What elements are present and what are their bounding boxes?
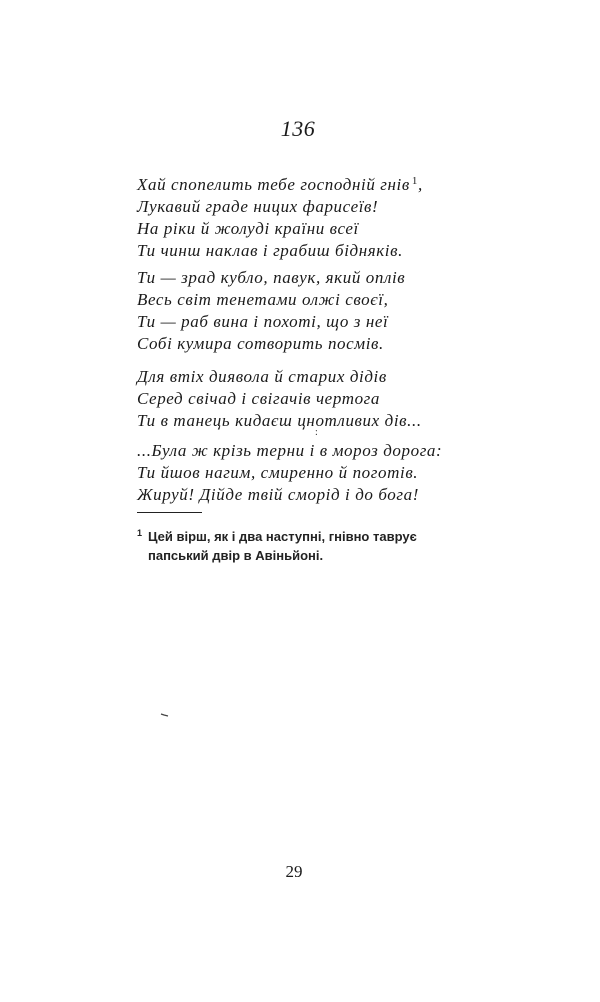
verse-line: Ти в танець кидаєш цнотливих дів... bbox=[137, 411, 422, 430]
ink-speck-icon bbox=[160, 712, 170, 718]
verse-line: Лукавий граде ницих фарисеїв! bbox=[137, 197, 379, 216]
footnote bbox=[137, 527, 557, 565]
verse-line: Весь світ тенетами олжі своєї, bbox=[137, 290, 389, 309]
stanza-4 bbox=[137, 440, 577, 506]
stanza-3 bbox=[137, 366, 577, 432]
verse-line: Серед свічад і свігачів чертога bbox=[137, 389, 381, 408]
verse-line bbox=[137, 174, 577, 196]
footnote-line: папський двір в Авіньйоні. bbox=[148, 548, 324, 563]
footnote-number: 1 bbox=[137, 528, 143, 538]
stanza-1 bbox=[137, 174, 577, 262]
verse-line: Жируй! Дійде твій сморід і до бога! bbox=[137, 485, 419, 504]
footnote-divider bbox=[137, 512, 202, 513]
verse-line: Ти йшов нагим, смиренно й поготів. bbox=[137, 463, 419, 482]
poem-number: 136 bbox=[280, 116, 316, 141]
footnote-line: Цей вірш, як і два наступні, гнівно таврує bbox=[148, 529, 417, 544]
stanza-2 bbox=[137, 267, 577, 355]
verse-line-text: Хай спопелить тебе господній гнів bbox=[137, 175, 410, 194]
verse-line: Для втіх диявола й старих дідів bbox=[137, 367, 387, 386]
verse-line: ...Була ж крізь терни і в мороз дорога: bbox=[137, 441, 443, 460]
verse-line: Ти — зрад кубло, павук, який оплів bbox=[137, 268, 406, 287]
verse-line: Ти — раб вина і похоті, що з неї bbox=[137, 312, 389, 331]
footnote-reference: 1 bbox=[411, 175, 418, 187]
section-mark: : bbox=[315, 427, 318, 438]
verse-line: Ти чинш наклав і грабиш бідняків. bbox=[137, 241, 403, 260]
page-number: 29 bbox=[285, 862, 303, 881]
verse-line: На ріки й жолуді країни всеї bbox=[137, 219, 359, 238]
verse-line: Собі кумира сотворить посмів. bbox=[137, 334, 384, 353]
verse-line-comma: , bbox=[417, 175, 423, 194]
